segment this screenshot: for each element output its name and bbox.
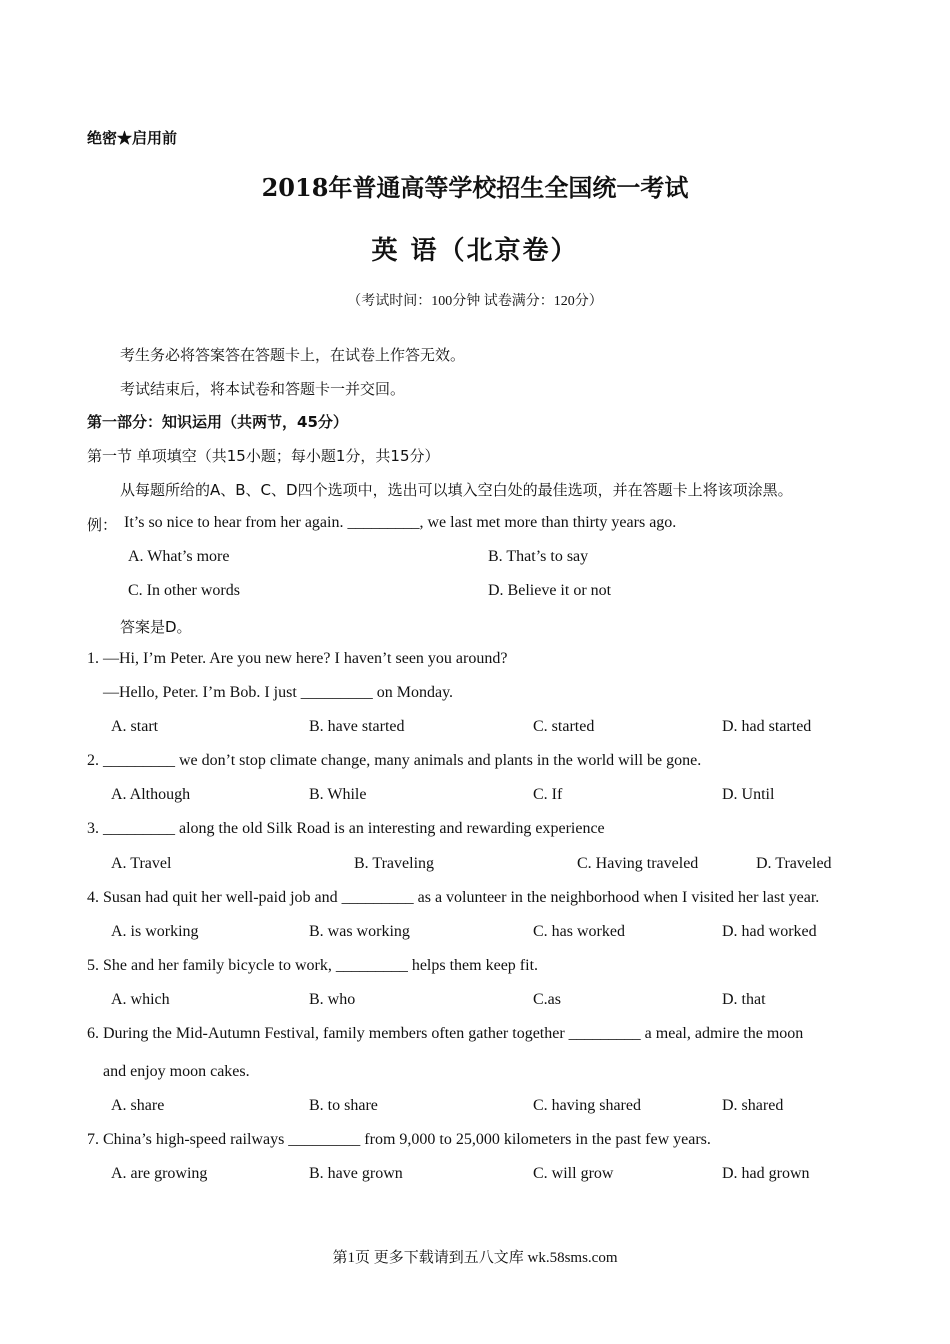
question-5-line-1: 5. She and her family bicycle to work, _________ helps them keep fit. [87, 957, 539, 974]
question-1-option-d: D. had started [722, 718, 812, 735]
example-option-d: D. Believe it or not [488, 582, 612, 599]
example-label: 例： [87, 516, 118, 534]
question-1-option-a: A. start [111, 718, 159, 735]
question-6-option-c: C. having shared [533, 1097, 641, 1114]
question-5-option-d: D. that [722, 991, 766, 1008]
question-7-line-1: 7. China’s high-speed railways _________ from 9,000 to 25,000 kilometers in the past few years. [87, 1131, 711, 1148]
question-1-line-2: —Hello, Peter. I’m Bob. I just _________ on Monday. [103, 684, 454, 701]
example-option-c: C. In other words [128, 582, 240, 599]
question-4-option-b: B. was working [309, 923, 410, 940]
question-6-option-b: B. to share [309, 1097, 378, 1114]
question-3-line-1: 3. _________ along the old Silk Road is an interesting and rewarding experience [87, 820, 605, 837]
directions: 从每题所给的A、B、C、D四个选项中，选出可以填入空白处的最佳选项，并在答题卡上将该项涂黑。 [120, 481, 793, 499]
question-2-option-a: A. Although [111, 786, 191, 803]
question-7-option-b: B. have grown [309, 1165, 403, 1182]
question-4-line-1: 4. Susan had quit her well-paid job and _________ as a volunteer in the neighborhood when I visited her last year. [87, 889, 820, 906]
question-7-option-d: D. had grown [722, 1165, 810, 1182]
example-option-a: A. What’s more [128, 548, 230, 565]
part-heading: 第一部分：知识运用（共两节，45分） [87, 413, 348, 431]
question-7-option-c: C. will grow [533, 1165, 614, 1182]
exam-title: 2018年普通高等学校招生全国统一考试 [261, 173, 689, 202]
question-2-line-1: 2. _________ we don’t stop climate change, many animals and plants in the world will be gone. [87, 752, 702, 769]
question-6-line-2: and enjoy moon cakes. [103, 1063, 250, 1080]
question-6-option-a: A. share [111, 1097, 165, 1114]
question-4-option-d: D. had worked [722, 923, 817, 940]
question-4-option-c: C. has worked [533, 923, 625, 940]
instruction-1: 考生务必将答案答在答题卡上，在试卷上作答无效。 [120, 346, 466, 364]
question-5-option-a: A. which [111, 991, 170, 1008]
question-7-option-a: A. are growing [111, 1165, 208, 1182]
example-answer: 答案是D。 [120, 618, 192, 636]
question-1-option-b: B. have started [309, 718, 405, 735]
example-option-b: B. That’s to say [488, 548, 589, 565]
question-1-line-1: 1. —Hi, I’m Peter. Are you new here? I haven’t seen you around? [87, 650, 508, 667]
question-6-option-d: D. shared [722, 1097, 784, 1114]
question-1-option-c: C. started [533, 718, 595, 735]
question-2-option-c: C. If [533, 786, 563, 803]
example-stem: It’s so nice to hear from her again. _________, we last met more than thirty years ago. [124, 514, 677, 531]
exam-subject: 英 语（北京卷） [371, 236, 579, 266]
instruction-2: 考试结束后，将本试卷和答题卡一并交回。 [120, 380, 406, 398]
question-6-line-1: 6. During the Mid-Autumn Festival, family members often gather together _________ a meal, admire the moon [87, 1025, 804, 1042]
question-5-option-b: B. who [309, 991, 356, 1008]
page-footer: 第1页 更多下载请到五八文库 wk.58sms.com [332, 1250, 618, 1266]
question-2-option-d: D. Until [722, 786, 775, 803]
question-3-option-c: C. Having traveled [577, 855, 699, 872]
question-4-option-a: A. is working [111, 923, 199, 940]
question-2-option-b: B. While [309, 786, 367, 803]
question-3-option-b: B. Traveling [354, 855, 435, 872]
section-heading: 第一节 单项填空（共15小题；每小题1分，共15分） [87, 447, 440, 465]
question-3-option-d: D. Traveled [756, 855, 832, 872]
question-5-option-c: C.as [533, 991, 561, 1008]
exam-meta: （考试时间：100分钟 试卷满分：120分） [347, 294, 603, 309]
question-3-option-a: A. Travel [111, 855, 172, 872]
confidential-label: 绝密★启用前 [87, 131, 178, 147]
